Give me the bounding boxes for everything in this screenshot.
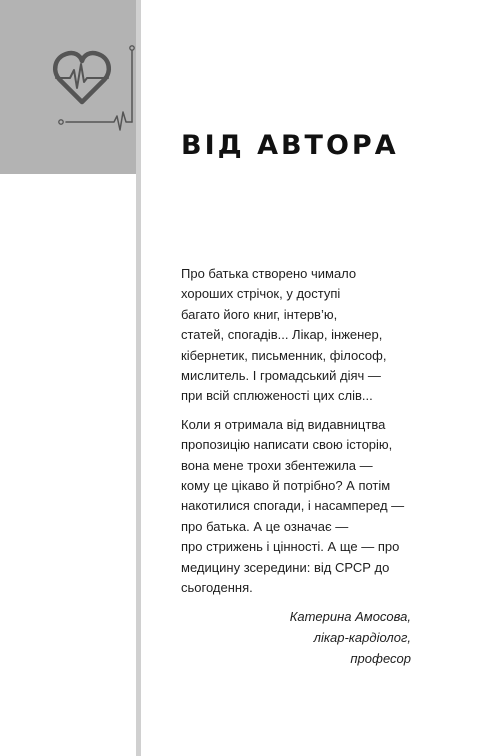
body-text bbox=[181, 264, 431, 607]
text-line: мислитель. І громадський діяч — bbox=[181, 368, 381, 384]
text-line: статей, спогадів... Лікар, інженер, bbox=[181, 327, 383, 343]
heart-cardiogram-icon bbox=[46, 40, 142, 136]
paragraph-1 bbox=[181, 264, 431, 407]
text-line: Коли я отримала від видавництва bbox=[181, 416, 386, 432]
author-signature bbox=[290, 606, 411, 669]
text-line: вона мене трохи збентежила — bbox=[181, 457, 373, 473]
text-line: медицину зсередини: від СРСР до bbox=[181, 559, 390, 575]
text-line: Про батька створено чимало bbox=[181, 266, 357, 281]
signature-name: Катерина Амосова, bbox=[289, 609, 411, 624]
page-title: ВІД АВТОРА bbox=[181, 130, 399, 161]
text-line: при всій сплюженості цих слів... bbox=[181, 388, 373, 404]
text-line: сьогодення. bbox=[181, 580, 253, 596]
paragraph-2 bbox=[181, 415, 431, 599]
text-line: кібернетик, письменник, філософ, bbox=[181, 347, 387, 363]
text-line: про батька. А це означає — bbox=[181, 518, 349, 534]
signature-title: професор bbox=[350, 651, 411, 666]
text-line: пропозицію написати свою історію, bbox=[181, 437, 393, 453]
text-line: кому це цікаво й потрібно? А потім bbox=[181, 478, 391, 494]
text-line: накотилися спогади, і насамперед — bbox=[181, 498, 405, 514]
text-line: хороших стрічок, у доступі bbox=[181, 286, 341, 302]
signature-role: лікар-кардіолог, bbox=[313, 630, 411, 645]
text-line: багато його книг, інтерв’ю, bbox=[181, 306, 338, 322]
text-line: про стрижень і цінності. А ще — про bbox=[181, 539, 400, 555]
